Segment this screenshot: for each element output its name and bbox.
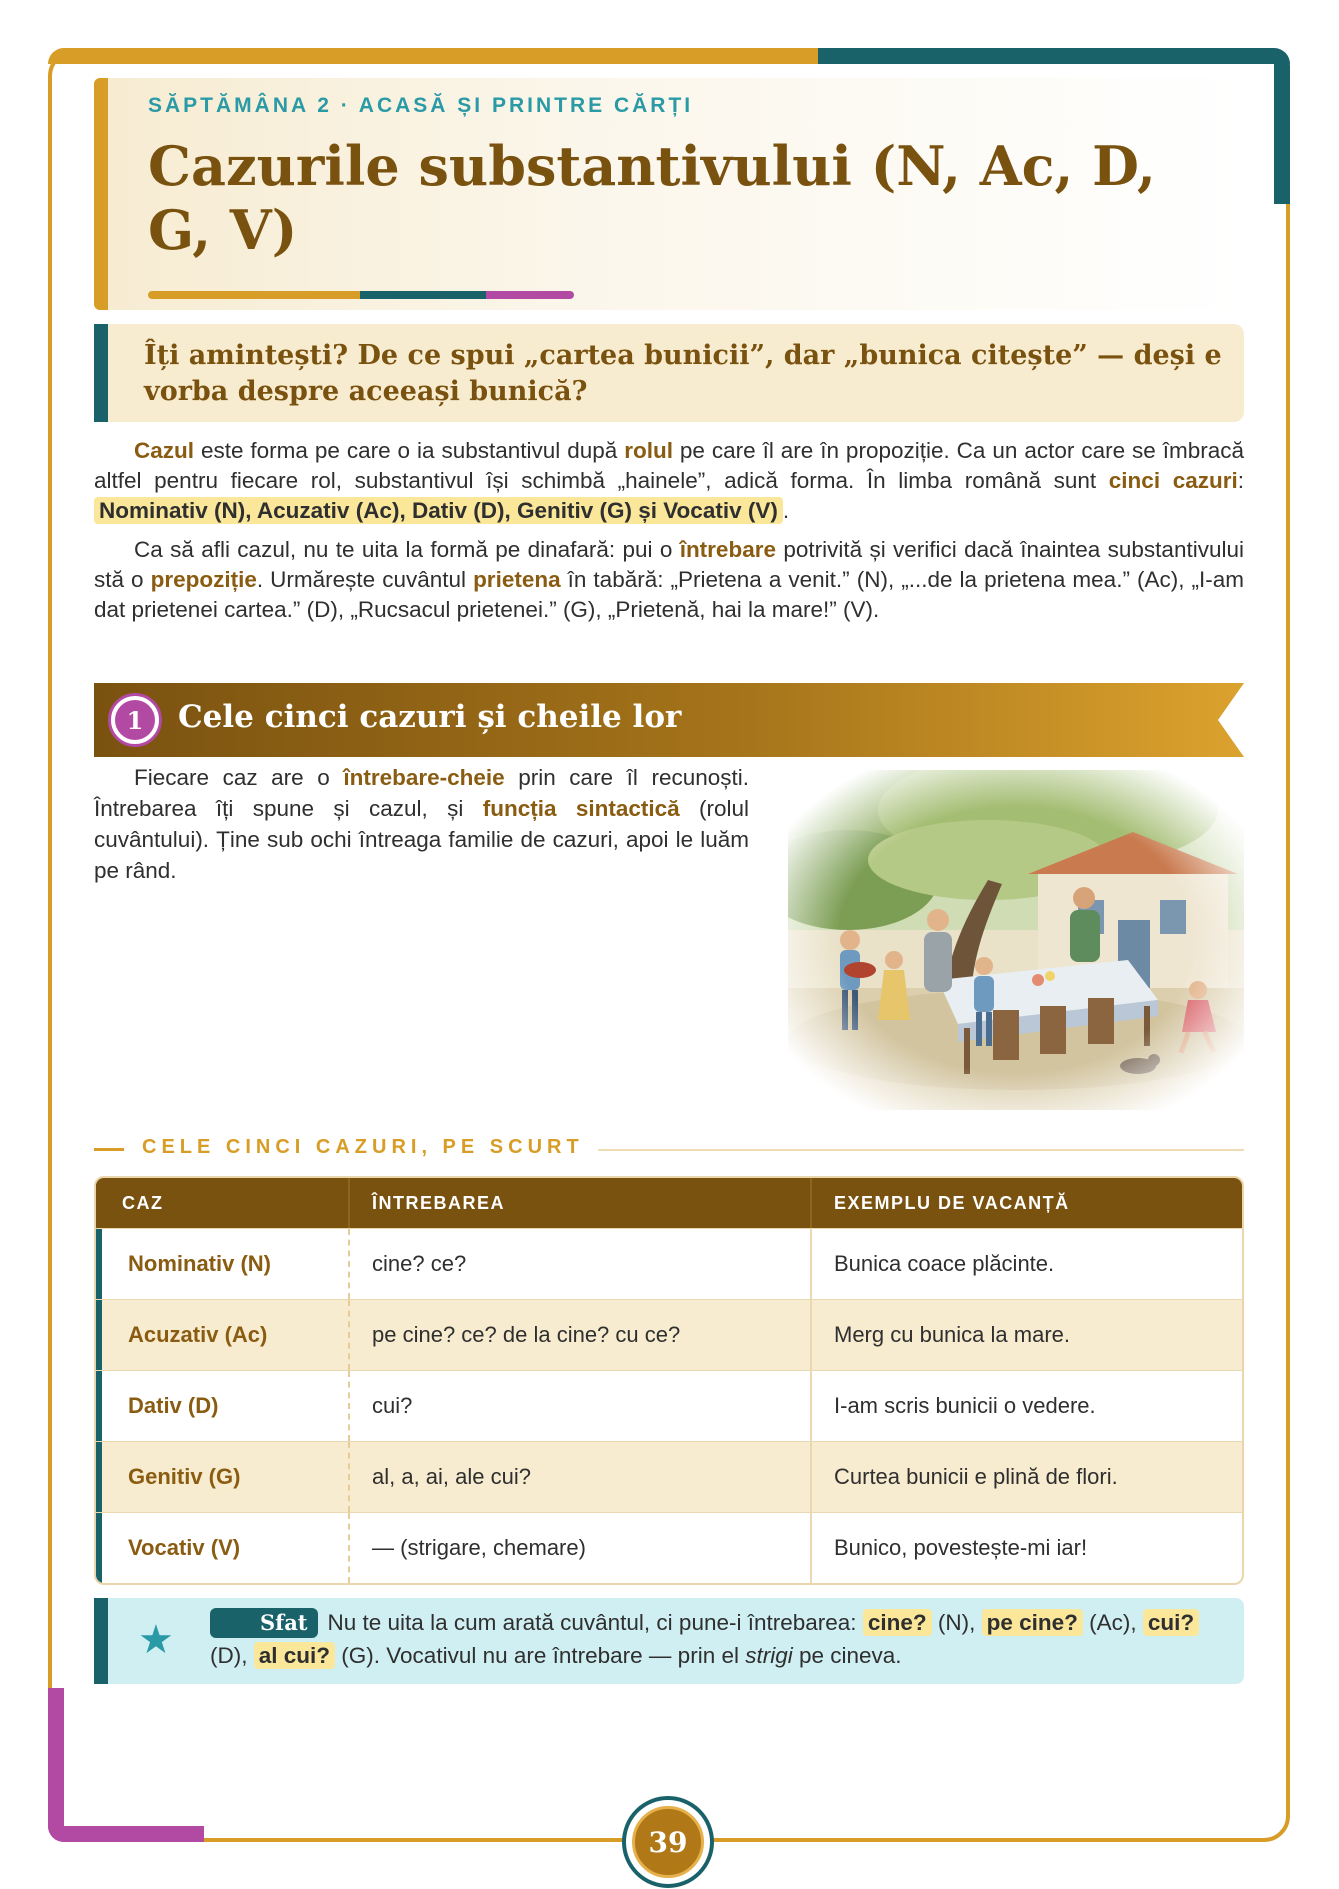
case-name: Nominativ (N) <box>96 1229 348 1299</box>
keyword: prepoziție <box>150 567 257 592</box>
page-title: Cazurile substantivului (N, Ac, D, G, V) <box>148 134 1156 262</box>
tip-text <box>210 1606 1240 1672</box>
case-example: Bunico, povestește-mi iar! <box>810 1513 1242 1583</box>
table-row <box>96 1441 1242 1512</box>
case-question: pe cine? ce? de la cine? cu ce? <box>348 1300 810 1370</box>
table-row <box>96 1228 1242 1299</box>
keyword: întrebare <box>679 537 776 562</box>
section-number-badge <box>108 693 162 747</box>
rule-segment-magenta <box>486 291 574 299</box>
section-banner <box>94 683 1244 757</box>
column-header-example: EXEMPLU DE VACANȚĂ <box>810 1178 1242 1228</box>
case-example: Merg cu bunica la mare. <box>810 1300 1242 1370</box>
tip-badge: Sfat <box>210 1608 318 1638</box>
case-question: cine? ce? <box>348 1229 810 1299</box>
case-example: I-am scris bunicii o vedere. <box>810 1371 1242 1441</box>
frame-accent-magenta <box>48 1688 64 1842</box>
frame-accent-gold <box>48 48 818 64</box>
table-header <box>96 1178 1242 1228</box>
rule-segment-gold <box>148 291 360 299</box>
section-number: 1 <box>115 700 155 740</box>
frame-accent-teal-right <box>1274 56 1290 204</box>
keyword: prietena <box>473 567 561 592</box>
rule-segment-teal <box>360 291 486 299</box>
tip-box <box>94 1598 1244 1684</box>
table-row <box>96 1512 1242 1583</box>
text: Ca să afli cazul, nu te uita la formă pe dinafară: pui o <box>134 537 680 562</box>
case-name: Acuzativ (Ac) <box>96 1300 348 1370</box>
emphasis: strigi <box>745 1643 793 1668</box>
heading-dash <box>94 1148 124 1151</box>
table-row <box>96 1370 1242 1441</box>
text: prin care îl recunoști. Întrebarea îți spune și cazul, și <box>94 765 750 821</box>
frame-accent-magenta-bottom <box>48 1826 204 1842</box>
cases-table <box>94 1176 1244 1585</box>
method-paragraph <box>94 535 1244 625</box>
text: este forma pe care o ia substantivul după <box>194 438 625 463</box>
intro-paragraph <box>94 436 1244 526</box>
keyword: funcția sintactică <box>482 796 680 821</box>
question-highlight: al cui? <box>254 1642 335 1669</box>
question-highlight: pe cine? <box>982 1609 1083 1636</box>
column-header-case: CAZ <box>96 1178 348 1228</box>
text: (Ac), <box>1082 1610 1143 1635</box>
case-example: Curtea bunicii e plină de flori. <box>810 1442 1242 1512</box>
section-title: Cele cinci cazuri și cheile lor <box>178 699 682 735</box>
keyword: întrebare-cheie <box>343 765 505 790</box>
week-kicker: SĂPTĂMÂNA 2 · ACASĂ ȘI PRINTRE CĂRȚI <box>148 94 694 117</box>
frame-accent-teal <box>818 48 1290 64</box>
text: (N), <box>931 1610 982 1635</box>
case-question: — (strigare, chemare) <box>348 1513 810 1583</box>
case-example: Bunica coace plăcinte. <box>810 1229 1242 1299</box>
table-row <box>96 1299 1242 1370</box>
keyword: cinci cazuri <box>1108 468 1238 493</box>
text: în tabără: „Prietena a venit.” (N), „...de la prietena mea.” (Ac), „I-am dat prietenei cartea.” (D), „Rucsacul prietenei.” (G), „Prietenă, hai la mare!” (V). <box>94 567 1245 622</box>
summary-heading-text: CELE CINCI CAZURI, PE SCURT <box>142 1136 584 1158</box>
text: Nu te uita la cum arată cuvântul, ci pune-i întrebarea: <box>327 1610 863 1635</box>
case-name: Genitiv (G) <box>96 1442 348 1512</box>
text: pe cineva. <box>792 1643 902 1668</box>
heading-line <box>598 1149 1244 1151</box>
page-number-badge <box>622 1796 714 1888</box>
text: (D), <box>210 1643 254 1668</box>
text: pe care îl are în propoziție. Ca un actor care se îmbracă altfel pentru fiecare rol, substantivul își schimbă „hainele”, adică forma. În limba română sunt <box>94 438 1245 493</box>
case-name: Dativ (D) <box>96 1371 348 1441</box>
family-garden-illustration <box>788 770 1244 1110</box>
text: potrivită și verifici dacă înaintea substantivului stă o <box>94 537 1244 592</box>
summary-heading <box>94 1134 1244 1164</box>
keyword: rolul <box>624 438 673 463</box>
page-number: 39 <box>632 1806 704 1878</box>
recall-question-box <box>94 324 1244 422</box>
star-icon: ★ <box>138 1618 174 1662</box>
title-rule <box>148 291 574 299</box>
text: (rolul cuvântului). Ține sub ochi întreaga familie de cazuri, apoi le luăm pe rând. <box>94 796 749 883</box>
text: . <box>782 498 790 523</box>
case-question: cui? <box>348 1371 810 1441</box>
question-highlight: cine? <box>863 1609 932 1636</box>
column-header-question: ÎNTREBAREA <box>348 1178 810 1228</box>
case-name: Vocativ (V) <box>96 1513 348 1583</box>
text: (G). Vocativul nu are întrebare — prin el <box>335 1643 746 1668</box>
recall-question: Îți amintești? De ce spui „cartea bunicii”, dar „bunica citește” — deși e vorba despre aceeași bunică? <box>144 340 1222 407</box>
text: : <box>1237 468 1244 493</box>
chapter-header <box>94 78 1244 310</box>
case-question: al, a, ai, ale cui? <box>348 1442 810 1512</box>
text: Fiecare caz are o <box>134 765 344 790</box>
text: . Urmărește cuvântul <box>256 567 474 592</box>
question-highlight: cui? <box>1143 1609 1199 1636</box>
section-paragraph <box>94 762 749 886</box>
cases-highlight: Nominativ (N), Acuzativ (Ac), Dativ (D), Genitiv (G) și Vocativ (V) <box>94 497 783 524</box>
keyword: Cazul <box>134 438 195 463</box>
